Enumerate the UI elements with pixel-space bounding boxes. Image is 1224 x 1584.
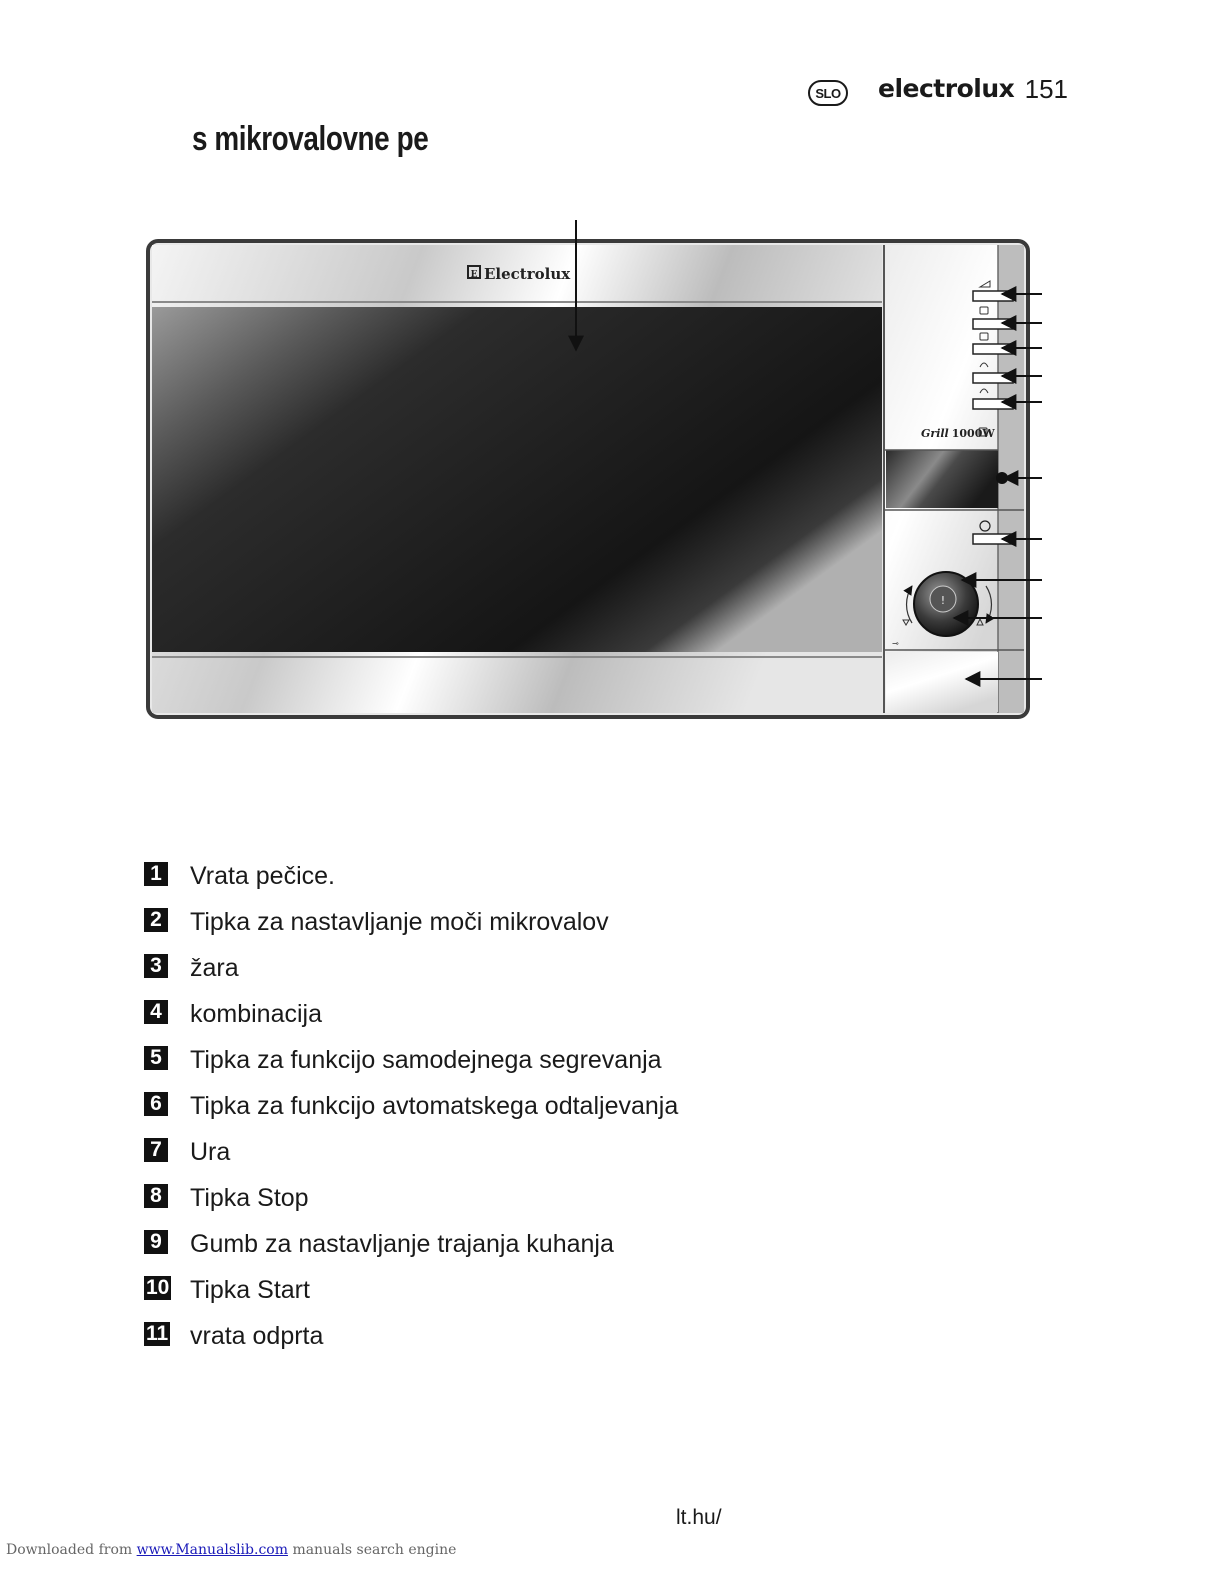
legend-number-badge: 2 [144, 908, 168, 932]
legend-item [144, 1042, 844, 1088]
svg-text:⊸: ⊸ [892, 639, 899, 648]
legend-item [144, 904, 844, 950]
auto-cook-button[interactable] [973, 373, 1013, 383]
microwave-diagram [140, 210, 1060, 730]
door-open-button[interactable] [886, 652, 998, 712]
legend-number-badge: 3 [144, 954, 168, 978]
brand-name: electrolux [878, 74, 1015, 103]
page-number: 151 [1024, 74, 1068, 104]
legend-item [144, 1226, 844, 1272]
page-header [806, 72, 1074, 112]
legend-text: Tipka za funkcijo avtomatskega odtaljevanja [190, 1092, 679, 1120]
microwave-power-button[interactable] [973, 291, 1013, 301]
svg-text:!: ! [940, 594, 946, 607]
legend-item [144, 996, 844, 1042]
legend-number-badge: 8 [144, 1184, 168, 1208]
legend-number-badge: 10 [146, 1276, 170, 1299]
clock-display [886, 450, 998, 508]
legend-item [144, 858, 844, 904]
footer-url: lt.hu/ [676, 1506, 722, 1529]
legend-text: Tipka za nastavljanje moči mikrovalov [190, 908, 609, 936]
section-title: s mikrovalovne pe [192, 120, 429, 158]
legend-text: Vrata pečice. [190, 862, 335, 890]
legend-text: Gumb za nastavljanje trajanja kuhanja [190, 1230, 614, 1258]
legend-text: Tipka za funkcijo samodejnega segrevanja [190, 1046, 662, 1074]
legend-number-badge: 5 [144, 1046, 168, 1070]
legend-item [144, 1088, 844, 1134]
legend-text: kombinacija [190, 1000, 323, 1028]
legend-number-badge: 6 [144, 1092, 168, 1116]
legend-item [144, 1272, 844, 1318]
legend-number-badge: 4 [144, 1000, 168, 1024]
legend-number-badge: 11 [146, 1322, 169, 1345]
legend-text: Ura [190, 1138, 231, 1166]
language-badge: SLO [808, 80, 848, 106]
download-credit [6, 1542, 456, 1558]
download-credit-suffix: manuals search engine [292, 1542, 457, 1558]
legend-item [144, 950, 844, 996]
legend-text: Tipka Stop [190, 1184, 309, 1212]
legend-list [144, 858, 844, 1364]
legend-number-badge: 1 [144, 862, 168, 886]
legend-item [144, 1318, 844, 1364]
oven-window [152, 307, 882, 652]
legend-item [144, 1134, 844, 1180]
legend-item [144, 1180, 844, 1226]
download-credit-prefix: Downloaded from [6, 1542, 133, 1558]
door-logo [468, 265, 571, 283]
svg-text:Electrolux: Electrolux [484, 265, 571, 283]
legend-text: Tipka Start [190, 1276, 310, 1304]
legend-text: žara [190, 954, 239, 982]
legend-number-badge: 9 [144, 1230, 168, 1254]
legend-number-badge: 7 [144, 1138, 168, 1162]
auto-defrost-button[interactable] [973, 399, 1013, 409]
manualslib-link[interactable]: www.Manualslib.com [136, 1542, 288, 1558]
svg-text:E: E [470, 270, 478, 280]
legend-text: vrata odprta [190, 1322, 324, 1350]
svg-text:Grill1000W: Grill 1000W [921, 427, 995, 440]
